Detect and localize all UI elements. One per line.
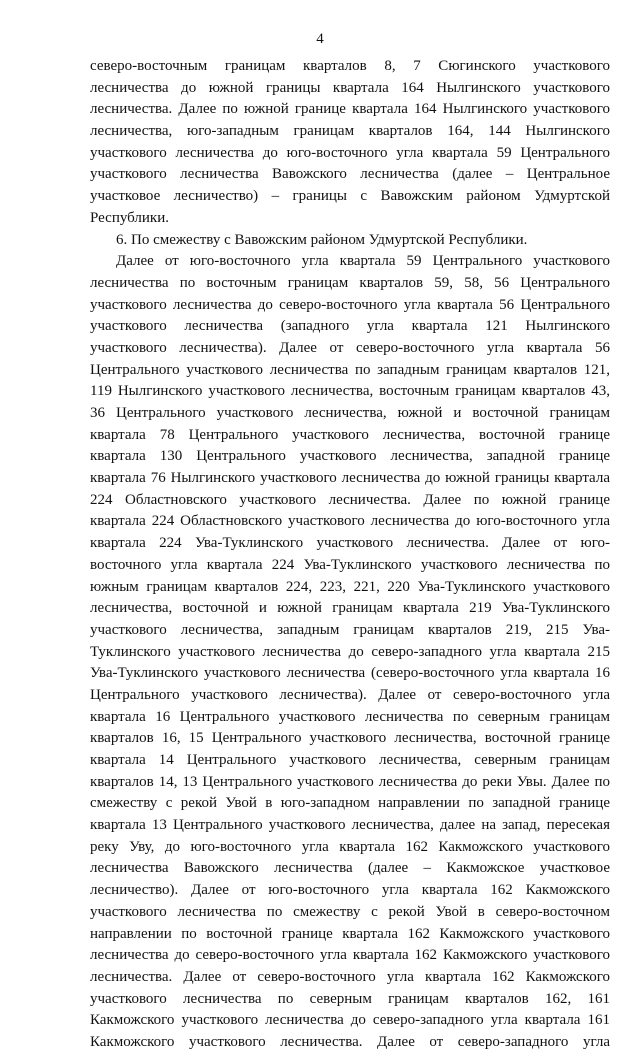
text-line: участкового лесничества до северо-восточного угла квартала 56 Центрального <box>90 296 610 313</box>
text-line: квартала 78 Центрального участкового лесничества, восточной границе <box>90 426 610 443</box>
text-line: участкового лесничества до юго-восточного угла квартала 59 Центрального <box>90 144 610 161</box>
text-line: Ува-Туклинского участкового лесничества (северо-восточного угла квартала 16 <box>90 665 610 682</box>
text-line: северо-восточным границам кварталов 8, 7 Сюгинского участкового <box>90 58 610 74</box>
text-line: 6. По смежеству с Вавожским районом Удмуртской Республики. <box>116 231 528 248</box>
text-line: кварталов 16, 15 Центрального участкового лесничества, восточной границе <box>90 730 610 747</box>
text-line: лесничества Вавожского лесничества (далее – Какможское участковое <box>90 860 610 877</box>
text-line: квартала 14 Центрального участкового лесничества, северным границам <box>90 752 610 768</box>
text-line: Туклинского участкового лесничества до северо-западного угла квартала 215 <box>90 643 610 660</box>
text-line: 224 Областновского участкового лесничества. Далее по южной границе <box>90 491 610 508</box>
text-line: лесничества до северо-восточного угла квартала 162 Какможского участкового <box>90 947 610 964</box>
text-line: 119 Нылгинского участкового лесничества, восточным границам кварталов 43, <box>90 383 610 400</box>
text-line: 36 Центрального участкового лесничества, южной и восточной границам <box>90 405 610 421</box>
text-line: реку Уву, до юго-восточного угла квартала 162 Какможского участкового <box>90 838 610 855</box>
text-line: участкового лесничества, западным границам кварталов 219, 215 Ува- <box>90 621 610 638</box>
text-line: Республики. <box>90 209 169 226</box>
text-line: смежеству с рекой Увой в юго-западном направлении по западной границе <box>90 795 610 812</box>
text-line: участкового лесничества Вавожского лесничества (далее – Центральное <box>90 166 610 183</box>
text-line: участковое лесничество) – границы с Вавожским районом Удмуртской <box>90 188 610 205</box>
text-line: квартала 76 Нылгинского участкового лесничества до южной границы квартала <box>90 470 610 487</box>
text-line: квартала 13 Центрального участкового лесничества, далее на запад, пересекая <box>90 817 610 834</box>
text-line: лесничества. Далее от северо-восточного угла квартала 162 Какможского <box>90 968 610 985</box>
document-body <box>90 56 610 1054</box>
text-line: квартала 130 Центрального участкового лесничества, западной границе <box>90 448 610 465</box>
text-line: участкового лесничества по смежеству с рекой Увой в северо-восточном <box>90 903 610 920</box>
text-line: лесничество). Далее от юго-восточного угла квартала 162 Какможского <box>90 882 610 899</box>
text-line: лесничества. Далее по южной границе квартала 164 Нылгинского участкового <box>90 101 610 118</box>
text-line: участкового лесничества). Далее от северо-восточного угла квартала 56 <box>90 339 610 356</box>
text-line: кварталов 14, 13 Центрального участкового лесничества до реки Увы. Далее по <box>90 773 610 790</box>
text-line: лесничества до южной границы квартала 164 Нылгинского участкового <box>90 79 610 96</box>
text-line: Какможского участкового лесничества до северо-западного угла квартала 161 <box>90 1012 610 1029</box>
text-line: лесничества, юго-западным границам кварталов 164, 144 Нылгинского <box>90 123 610 140</box>
text-line: Центрального участкового лесничества по западным границам кварталов 121, <box>90 361 610 378</box>
text-line: восточного угла квартала 224 Ува-Туклинского участкового лесничества по <box>90 556 610 573</box>
text-line: Какможского участкового лесничества. Далее от северо-западного угла <box>90 1033 610 1050</box>
text-line: Далее от юго-восточного угла квартала 59 Центрального участкового <box>116 253 610 270</box>
page-number: 4 <box>316 31 324 47</box>
text-line: квартала 224 Областновского участкового лесничества до юго-восточного угла <box>90 513 610 530</box>
text-line: лесничества по восточным границам кварталов 59, 58, 56 Центрального <box>90 274 610 291</box>
text-line: южным границам кварталов 224, 223, 221, 220 Ува-Туклинского участкового <box>90 578 610 595</box>
text-line: квартала 16 Центрального участкового лесничества по северным границам <box>90 708 610 725</box>
text-line: лесничества, восточной и южной границам квартала 219 Ува-Туклинского <box>90 600 610 617</box>
text-line: участкового лесничества (западного угла квартала 121 Нылгинского <box>90 318 610 335</box>
text-line: Центрального участкового лесничества). Далее от северо-восточного угла <box>90 686 610 703</box>
text-line: квартала 224 Ува-Туклинского участкового лесничества. Далее от юго- <box>90 535 610 552</box>
text-line: участкового лесничества по северным границам кварталов 162, 161 <box>90 990 610 1007</box>
text-line: направлении по восточной границе квартала 162 Какможского участкового <box>90 925 610 942</box>
